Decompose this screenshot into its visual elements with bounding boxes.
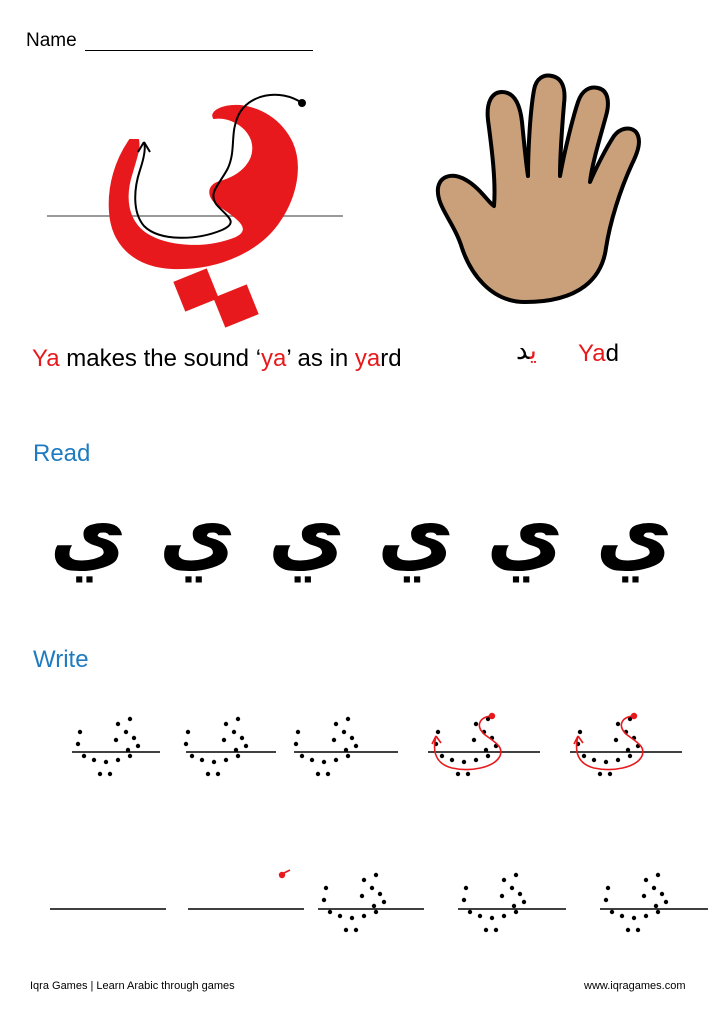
example-arabic-word (516, 336, 537, 366)
read-letter: ي (486, 484, 564, 582)
writing-practice-area[interactable] (0, 690, 724, 950)
dotted-letter-guide (184, 717, 248, 776)
name-label: Name (26, 30, 77, 51)
example-english-rest: d (605, 340, 619, 367)
sound-letter-name: Ya (32, 345, 60, 372)
read-letter: ي (49, 484, 127, 582)
red-stroke-guide (435, 716, 501, 770)
example-english-word (578, 340, 619, 368)
name-input-line[interactable] (85, 50, 313, 51)
red-start-dot (279, 872, 285, 878)
example-english-highlight: Ya (578, 340, 606, 367)
sound-text-2: ’ as in (286, 345, 355, 372)
example-word-rest: rd (380, 345, 402, 372)
footer-url[interactable]: www.iqragames.com (584, 980, 686, 992)
read-letter-row (36, 478, 686, 588)
big-letter-illustration (40, 88, 360, 328)
big-letter-dot-2 (213, 284, 258, 327)
dotted-letter-guide (576, 717, 640, 776)
read-letter: ي (158, 484, 236, 582)
sound-text-1: makes the sound ‘ (59, 345, 262, 372)
sound-description (32, 345, 402, 373)
read-letter: ي (595, 484, 673, 582)
dotted-letter-guide (462, 873, 526, 932)
write-heading: Write (33, 646, 89, 673)
read-letter: ي (267, 484, 345, 582)
dotted-letter-guide (434, 717, 498, 776)
dotted-letter-guide (294, 717, 358, 776)
big-letter-body (110, 106, 297, 268)
dotted-letter-guide (76, 717, 140, 776)
dotted-letter-guide (322, 873, 386, 932)
red-start-dot (631, 713, 637, 719)
example-arabic-letter: ي (529, 336, 537, 366)
red-start-dot (489, 713, 495, 719)
tracing-start-dot (298, 99, 306, 107)
sound-value: ya (261, 345, 287, 372)
dotted-letter-guide (604, 873, 668, 932)
read-letter: ي (377, 484, 455, 582)
hand-icon (430, 72, 660, 304)
big-letter-dot-1 (173, 268, 218, 311)
example-word-highlight: ya (354, 345, 381, 372)
read-heading: Read (33, 440, 91, 467)
red-stroke-guide (577, 716, 643, 770)
example-arabic-rest: د (516, 336, 530, 366)
footer-brand: Iqra Games | Learn Arabic through games (30, 980, 235, 992)
